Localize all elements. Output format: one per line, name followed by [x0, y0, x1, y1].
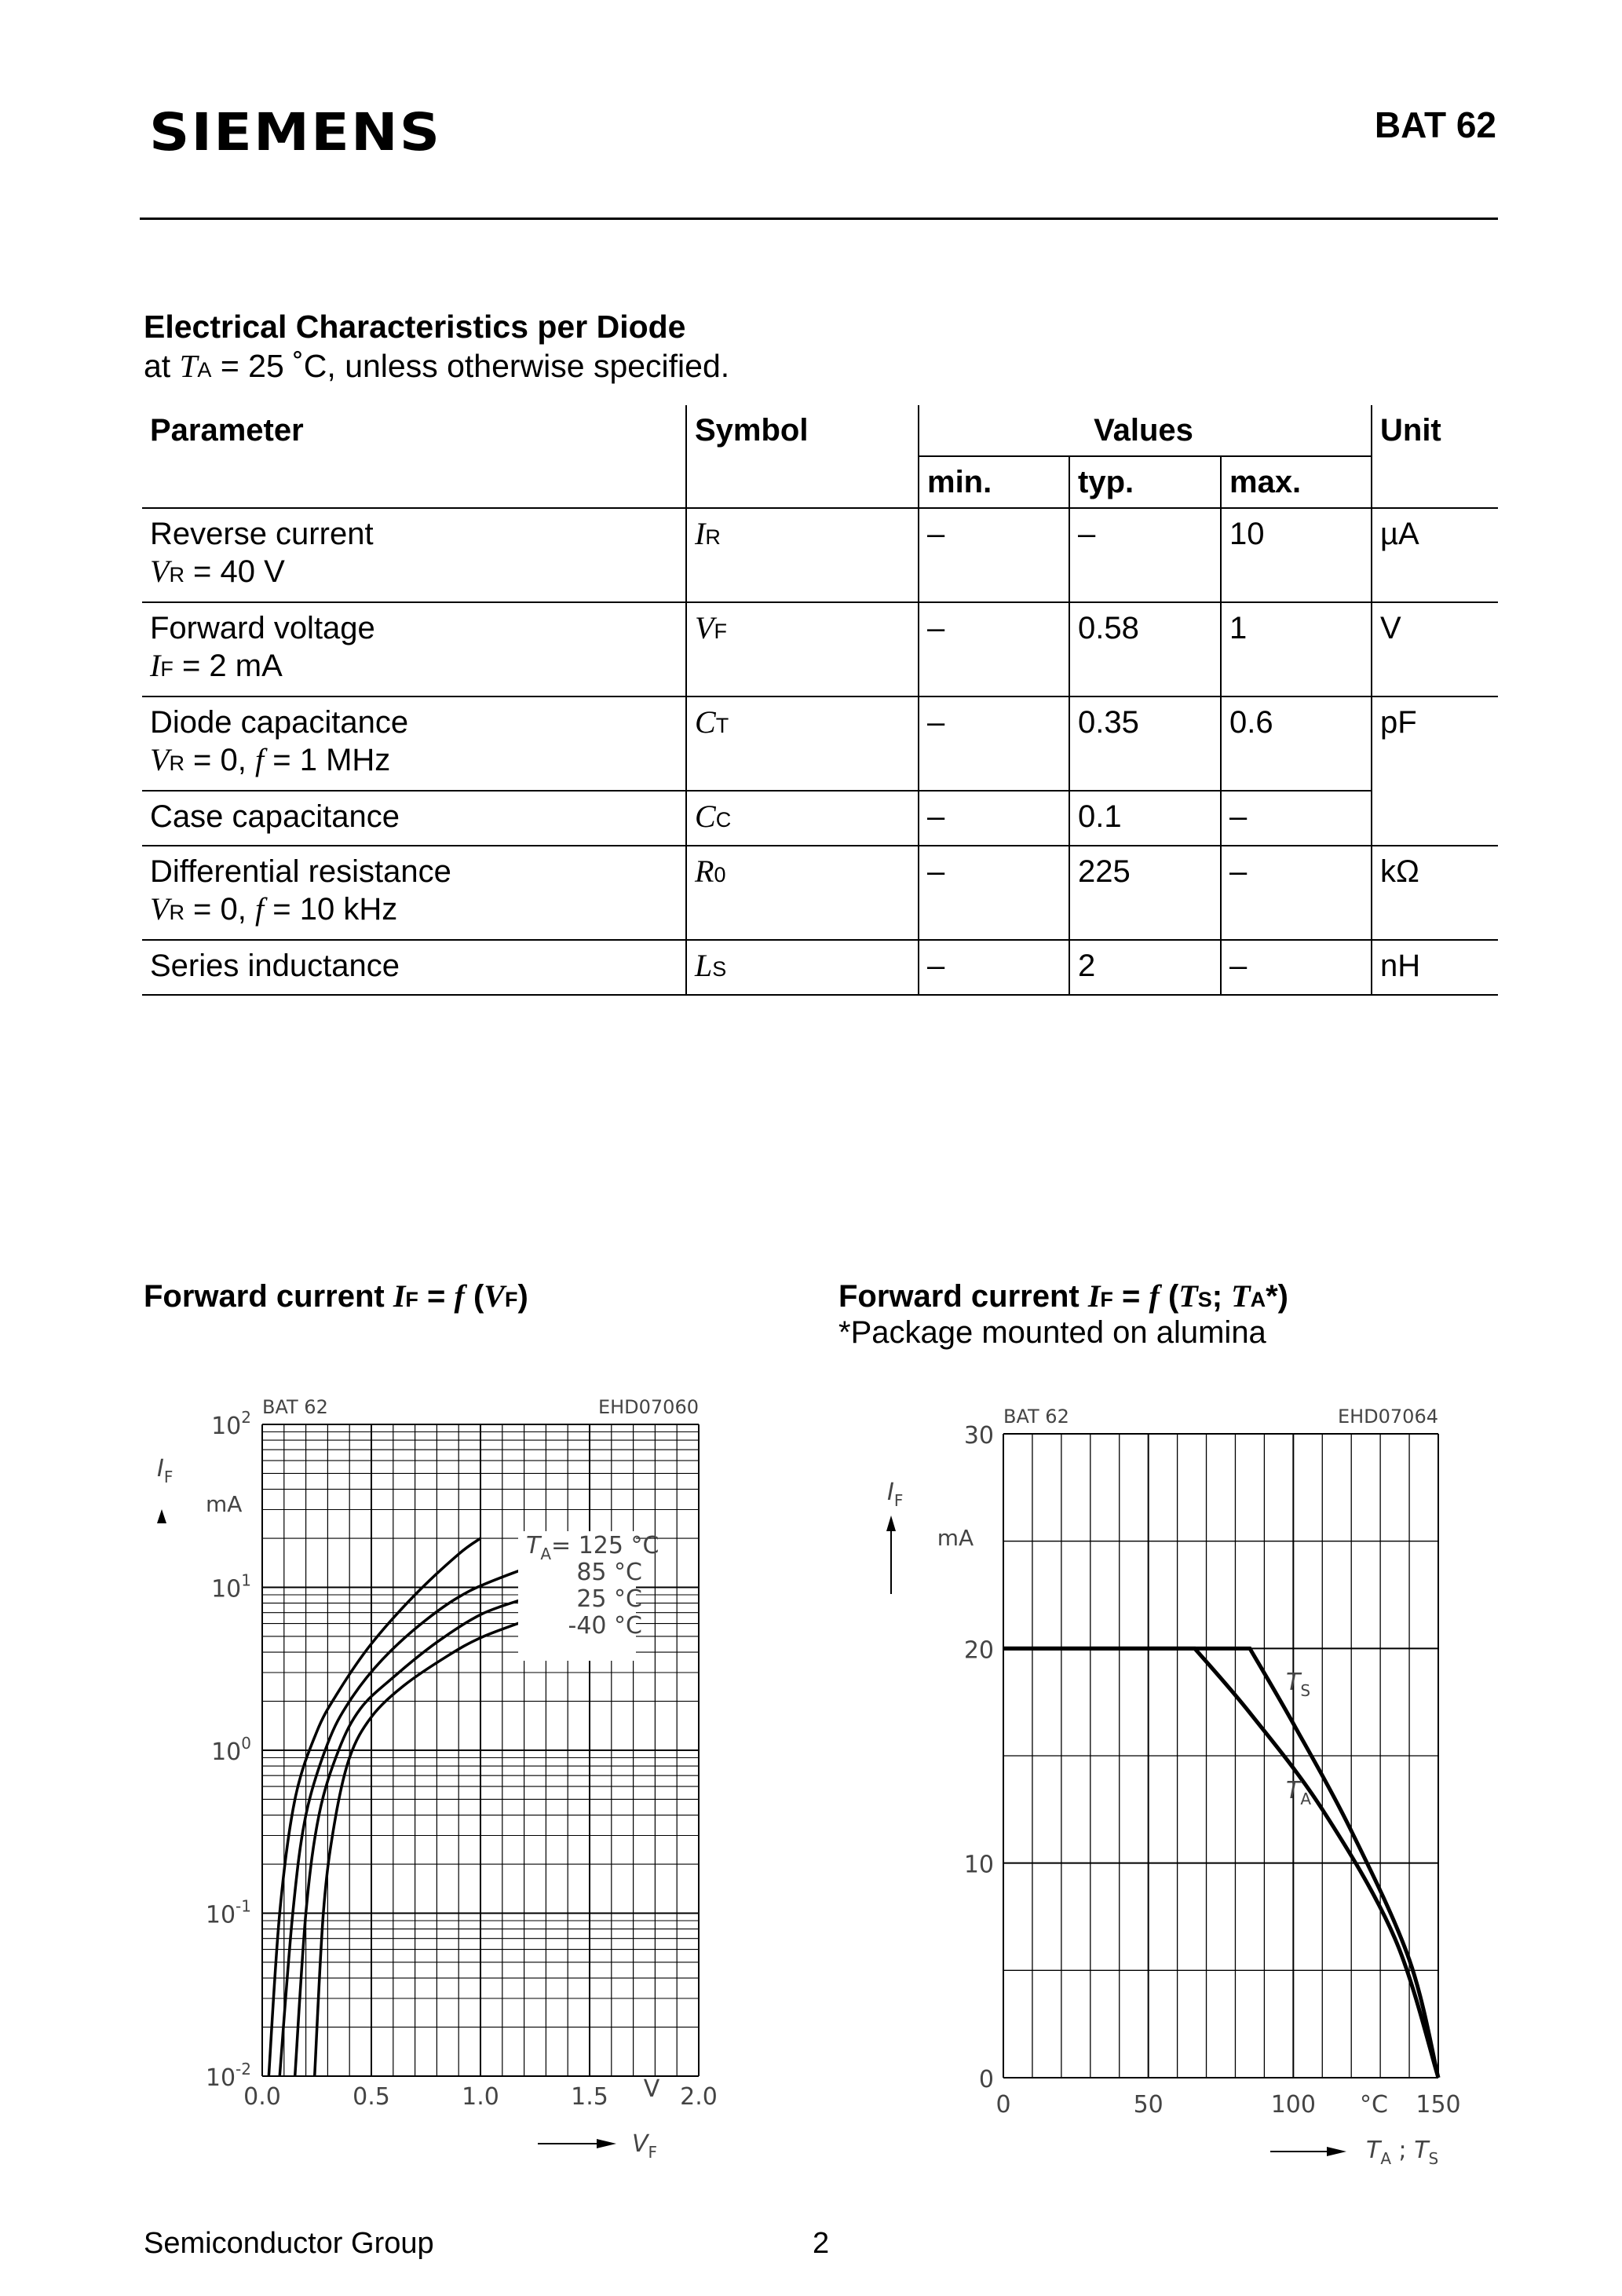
y-tick-label: $10^{-1}$	[205, 1896, 251, 1929]
chart-code: EHD07060	[597, 1396, 699, 1418]
series-line-3	[315, 1621, 524, 2076]
legend-entry-3: -40 °C	[568, 1612, 642, 1640]
legend-entry-0: $T_A= 125$ °C	[526, 1532, 659, 1563]
header-rule	[140, 218, 1498, 220]
y-tick-label: $10^1$	[211, 1570, 251, 1603]
page-number: 2	[813, 2227, 830, 2260]
header-max: max.	[1221, 456, 1372, 508]
part-number: BAT 62	[1374, 104, 1496, 145]
header-parameter: Parameter	[150, 413, 304, 448]
chart-series	[269, 1538, 524, 2076]
y-axis-label: $I_F$	[157, 1455, 174, 1486]
characteristics-table	[142, 405, 1498, 996]
section-title: Electrical Characteristics per Diode	[144, 309, 686, 345]
y-axis-arrow-icon	[886, 1515, 896, 1531]
chart-code: EHD07064	[1337, 1406, 1438, 1428]
y-tick-label: 10	[963, 1851, 994, 1879]
chart-label: BAT 62	[1003, 1406, 1069, 1428]
table-row: Differential resistance VR = 0, f = 10 kHz R0 – 225 – kΩ	[142, 846, 1498, 940]
chart-left-title: Forward current IF = f (VF)	[144, 1278, 528, 1314]
x-tick-label: 50	[1133, 2091, 1164, 2119]
footer-text: Semiconductor Group	[144, 2227, 434, 2260]
x-axis-arrow-icon	[1327, 2147, 1346, 2156]
y-axis-arrow-icon	[157, 1509, 166, 1523]
x-axis-arrow-icon	[597, 2139, 616, 2148]
x-tick-label: 0	[995, 2091, 1011, 2119]
y-tick-label: 30	[963, 1422, 994, 1450]
chart-legend	[518, 1531, 659, 1661]
x-axis-unit: °C	[1360, 2091, 1388, 2119]
x-tick-label: 1.5	[571, 2083, 608, 2111]
y-axis-unit: mA	[937, 1525, 974, 1551]
x-tick-label: 1.0	[462, 2083, 499, 2111]
x-tick-label: 0.0	[243, 2083, 281, 2111]
y-tick-label: 0	[978, 2066, 994, 2093]
x-axis-label: $V_F$	[632, 2130, 658, 2162]
header-min: min.	[919, 456, 1069, 508]
forward-current-vs-temperature-chart	[856, 1398, 1468, 2183]
series-label-ta: $T_A$	[1286, 1777, 1312, 1808]
chart-grid	[262, 1424, 699, 2076]
header-typ: typ.	[1069, 456, 1221, 508]
y-axis-unit: mA	[206, 1491, 243, 1517]
table-row: Case capacitance CC – 0.1 –	[142, 791, 1498, 846]
chart-ticks	[206, 1408, 718, 2111]
y-tick-label: 20	[963, 1636, 994, 1665]
table-row: Diode capacitance VR = 0, f = 1 MHz CT – 0.35 0.6 pF	[142, 696, 1498, 791]
chart-ticks	[964, 1422, 1461, 2119]
x-tick-label: 0.5	[353, 2083, 390, 2111]
x-axis-unit: V	[643, 2075, 660, 2103]
section-condition: at TA = 25 ˚C, unless otherwise specified.	[144, 348, 730, 384]
header-unit: Unit	[1372, 405, 1498, 456]
siemens-logo: SIEMENS	[149, 102, 442, 163]
series-line-2	[295, 1599, 524, 2076]
series-label-ts: $T_S$	[1286, 1669, 1311, 1700]
x-tick-label: 100	[1270, 2091, 1316, 2119]
y-tick-label: $10^0$	[211, 1734, 251, 1766]
x-tick-label: 2.0	[680, 2083, 718, 2111]
x-axis-label: $T_A$ ; $T_S$	[1366, 2137, 1439, 2168]
table-row: Reverse current VR = 40 V IR – – 10 µA	[142, 508, 1498, 602]
forward-current-vs-voltage-chart	[157, 1390, 738, 2175]
table-row: Forward voltage IF = 2 mA VF – 0.58 1 V	[142, 602, 1498, 696]
legend-entry-2: 25 °C	[576, 1585, 642, 1613]
chart-right-title: Forward current IF = f (TS; TA*)	[838, 1278, 1288, 1314]
header-values: Values	[919, 405, 1372, 456]
chart-right-note: *Package mounted on alumina	[838, 1315, 1266, 1350]
header-symbol: Symbol	[686, 405, 919, 456]
chart-grid	[1003, 1434, 1438, 2078]
chart-label: BAT 62	[262, 1396, 328, 1418]
table-row: Series inductance LS – 2 – nH	[142, 940, 1498, 995]
y-tick-label: $10^{-2}$	[205, 2060, 251, 2092]
legend-entry-1: 85 °C	[576, 1559, 642, 1586]
y-axis-label: $I_F$	[887, 1479, 904, 1510]
y-tick-label: $10^2$	[211, 1408, 251, 1440]
x-tick-label: 150	[1416, 2091, 1461, 2119]
